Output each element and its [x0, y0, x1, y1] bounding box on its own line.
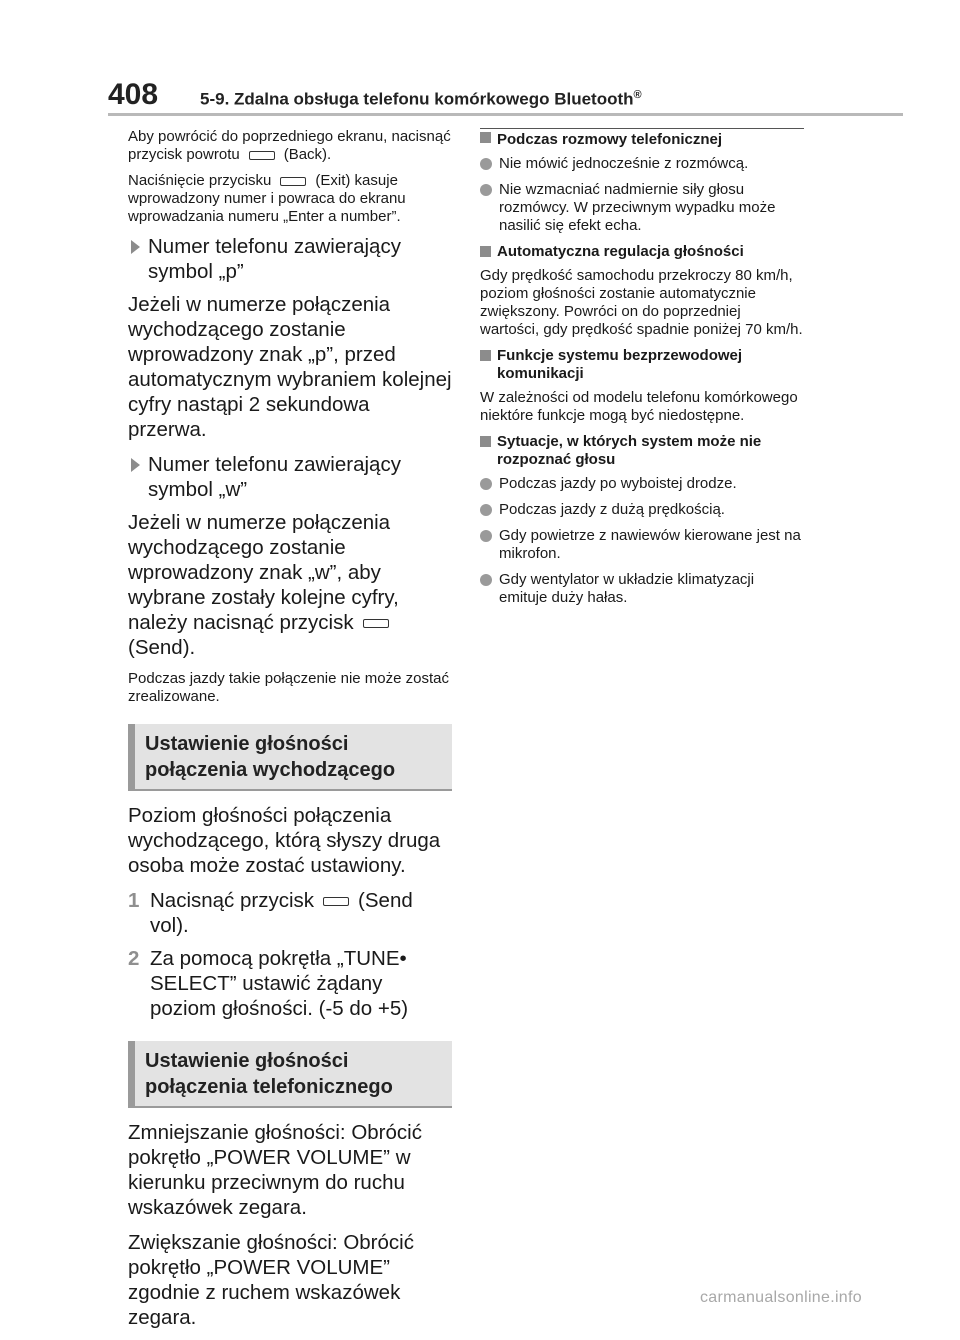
exit-instruction-text: (Exit) kasuje wprowadzony numer i powraca do ekranu wprowadzania numeru „Enter a number”. — [128, 172, 406, 225]
send-button-label: (Send). — [128, 636, 196, 659]
bullet-text: Gdy wentylator w układzie klimatyzacji emituje duży hałas. — [499, 571, 755, 606]
step-number: 2 — [128, 947, 140, 970]
bullet-text: Podczas jazdy z dużą prędkością. — [499, 501, 725, 518]
subheading-voice-recognition — [480, 433, 804, 469]
dot-marker-icon — [480, 158, 492, 170]
exit-instruction-lead: Naciśnięcie przycisku — [128, 172, 272, 189]
step-number: 1 — [128, 889, 140, 912]
dot-marker-icon — [480, 478, 492, 490]
back-button-icon — [249, 151, 275, 160]
decrease-volume-paragraph: Zmniejszanie głośności: Obrócić pokrętło „POWER VOLUME” w kierunku przeciwnym do ruchu wskazówek zegara. — [128, 1121, 422, 1219]
step-1 — [128, 888, 452, 938]
auto-volume-paragraph: Gdy prędkość samochodu przekroczy 80 km/h, poziom głośności zostanie automatycznie zwiększony. Powróci on do poprzedniej wartości, gdy prędkość spadnie poniżej 70 km/h. — [480, 267, 803, 338]
back-instruction — [128, 128, 452, 164]
subheading-during-call-text: Podczas rozmowy telefonicznej — [497, 131, 723, 148]
symbol-w-paragraph — [128, 510, 452, 660]
page-number: 408 — [108, 78, 159, 111]
subheading-wireless-functions-text: Funkcje systemu bezprzewodowej komunikacji — [497, 347, 743, 382]
subheading-wireless-functions — [480, 347, 804, 383]
bullet-item — [480, 501, 804, 519]
arrow-marker-icon — [131, 240, 140, 254]
driving-note: Podczas jazdy takie połączenie nie może zostać zrealizowane. — [128, 670, 450, 705]
bullet-item — [480, 527, 804, 563]
step-1-text: Nacisnąć przycisk — [150, 889, 315, 912]
send-button-icon — [363, 619, 389, 628]
registered-mark: ® — [633, 89, 642, 101]
wireless-functions-paragraph: W zależności od modelu telefonu komórkowego niektóre funkcje mogą być niedostępne. — [480, 389, 798, 424]
back-button-label: (Back). — [283, 146, 332, 163]
step-2-text: Za pomocą pokrętła „TUNE• SELECT” ustawić żądany poziom głośności. (-5 do +5) — [150, 947, 409, 1020]
bullet-item — [480, 181, 804, 235]
square-marker-icon — [480, 350, 491, 361]
dot-marker-icon — [480, 574, 492, 586]
dot-marker-icon — [480, 184, 492, 196]
heading-symbol-p-text: Numer telefonu zawierający symbol „p” — [148, 235, 401, 283]
section-title-call-volume: Ustawienie głośności połączenia telefonicznego — [128, 1041, 452, 1108]
send-vol-button-icon — [323, 897, 349, 906]
subheading-auto-volume — [480, 243, 804, 261]
symbol-p-paragraph: Jeżeli w numerze połączenia wychodzącego zostanie wprowadzony znak „p”, przed automatycznym wybraniem kolejnej cyfry nastąpi 2 sekundowa przerwa. — [128, 293, 452, 441]
watermark: carmanualsonline.info — [700, 1289, 862, 1306]
bullet-text: Nie wzmacniać nadmiernie siły głosu rozmówcy. W przeciwnym wypadku może nasilić się efekt echa. — [499, 181, 776, 234]
bullet-text: Gdy powietrze z nawiewów kierowane jest na mikrofon. — [499, 527, 801, 562]
bullet-item — [480, 475, 804, 493]
increase-volume-paragraph: Zwiększanie głośności: Obrócić pokrętło „POWER VOLUME” zgodnie z ruchem wskazówek zegara. — [128, 1231, 414, 1329]
subheading-voice-recognition-text: Sytuacje, w których system może nie rozpoznać głosu — [497, 433, 762, 468]
arrow-marker-icon — [131, 458, 140, 472]
subheading-auto-volume-text: Automatyczna regulacja głośności — [497, 243, 744, 260]
send-vol-label: (Send vol). — [150, 889, 413, 937]
exit-instruction — [128, 172, 452, 226]
chapter-title — [200, 89, 642, 110]
bullet-text: Podczas jazdy po wyboistej drodze. — [499, 475, 737, 492]
bullet-item — [480, 155, 804, 173]
page-header — [0, 0, 960, 120]
heading-symbol-w — [128, 452, 452, 502]
header-divider — [108, 113, 903, 116]
chapter-title-text: 5-9. Zdalna obsługa telefonu komórkowego Bluetooth — [200, 89, 634, 109]
outgoing-volume-paragraph: Poziom głośności połączenia wychodzącego, którą słyszy druga osoba może zostać ustawiony. — [128, 804, 441, 877]
left-column — [128, 128, 452, 1340]
dot-marker-icon — [480, 504, 492, 516]
dot-marker-icon — [480, 530, 492, 542]
back-instruction-text: Aby powrócić do poprzedniego ekranu, nacisnąć przycisk powrotu — [128, 128, 451, 163]
symbol-w-text: Jeżeli w numerze połączenia wychodzącego zostanie wprowadzony znak „w”, aby wybrane zostały kolejne cyfry, należy nacisnąć przycisk — [128, 511, 399, 634]
bullet-text: Nie mówić jednocześnie z rozmówcą. — [499, 155, 749, 172]
square-marker-icon — [480, 246, 491, 257]
subheading-during-call — [480, 128, 804, 149]
square-marker-icon — [480, 132, 491, 143]
square-marker-icon — [480, 436, 491, 447]
heading-symbol-p — [128, 234, 452, 284]
section-title-outgoing-volume: Ustawienie głośności połączenia wychodzącego — [128, 724, 452, 791]
exit-button-icon — [280, 177, 306, 186]
bullet-item — [480, 571, 804, 607]
heading-symbol-w-text: Numer telefonu zawierający symbol „w” — [148, 453, 401, 501]
step-2 — [128, 946, 452, 1021]
right-column — [480, 128, 804, 615]
